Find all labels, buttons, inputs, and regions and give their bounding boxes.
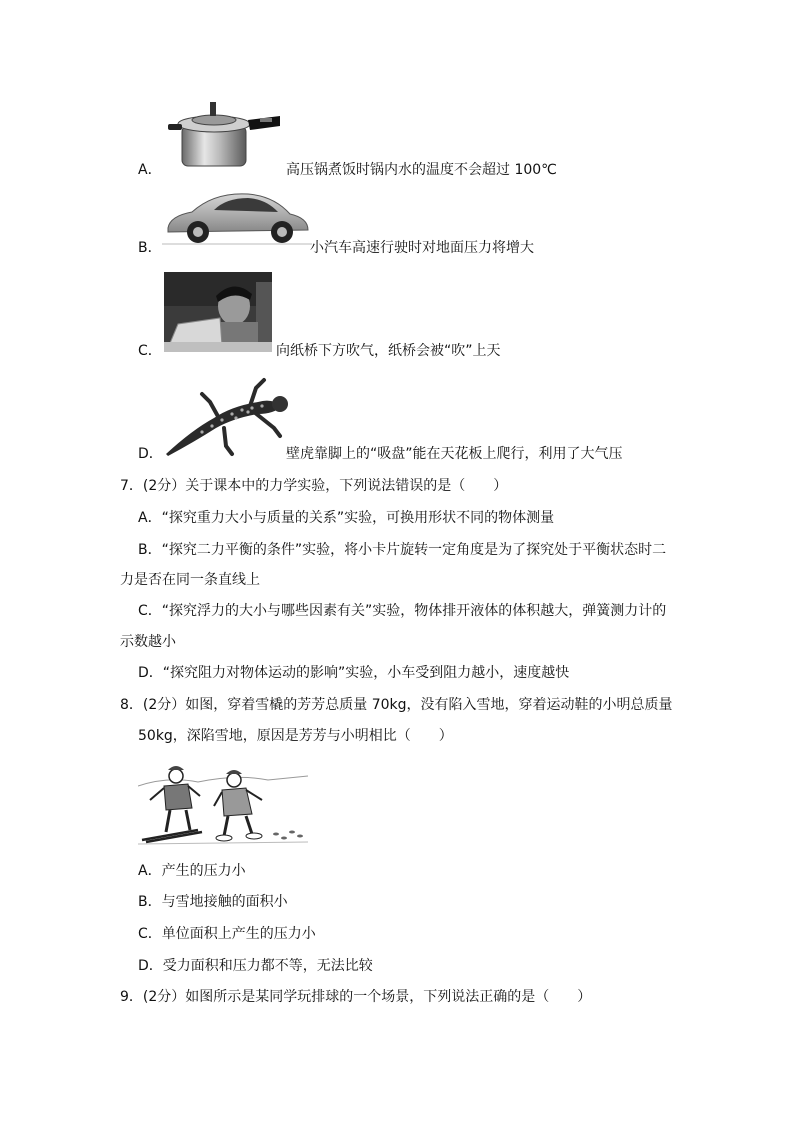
gecko-image [162,372,292,458]
q6-option-a-text: 高压锅煮饭时锅内水的温度不会超过 100℃ [286,162,557,178]
q6-option-d-letter: D． [138,446,163,462]
q7-option-c-line2: 示数越小 [120,634,176,650]
q7-stem: 7．(2分）关于课本中的力学实验，下列说法错误的是（ ） [120,478,508,494]
q6-option-b-letter: B． [138,240,162,256]
q8-option-d: D．受力面积和压力都不等，无法比较 [138,958,373,974]
q8-option-c: C．单位面积上产生的压力小 [138,926,316,942]
q6-option-b-text: 小汽车高速行驶时对地面压力将增大 [310,240,534,256]
q6-option-c-text: 向纸桥下方吹气，纸桥会被“吹”上天 [276,343,501,359]
car-image [162,188,312,246]
q7-option-d: D．“探究阻力对物体运动的影响”实验，小车受到阻力越小，速度越快 [138,665,570,681]
q6-option-a-letter: A． [138,162,162,178]
q6-option-c-letter: C． [138,343,162,359]
skier-and-walker-in-snow-image [138,760,308,846]
q7-option-c-line1: C．“探究浮力的大小与哪些因素有关”实验，物体排开液体的体积越大，弹簧测力计的 [138,603,667,619]
q8-option-a: A．产生的压力小 [138,863,246,879]
q7-option-b-line2: 力是否在同一条直线上 [120,572,260,588]
q8-stem-line2: 50kg，深陷雪地，原因是芳芳与小明相比（ ） [138,728,453,744]
q8-stem-line1: 8．(2分）如图，穿着雪橇的芳芳总质量 70kg，没有陷入雪地，穿着运动鞋的小明总质量 [120,697,673,713]
q7-option-b-line1: B．“探究二力平衡的条件”实验，将小卡片旋转一定角度是为了探究处于平衡状态时二 [138,542,667,558]
q6-option-d-text: 壁虎靠脚上的“吸盘”能在天花板上爬行，利用了大气压 [286,446,623,462]
q8-option-b: B．与雪地接触的面积小 [138,894,288,910]
q9-stem: 9．(2分）如图所示是某同学玩排球的一个场景，下列说法正确的是（ ） [120,989,592,1005]
q7-option-a: A．“探究重力大小与质量的关系”实验，可换用形状不同的物体测量 [138,510,555,526]
pressure-cooker-image [164,98,284,170]
boy-blowing-paper-bridge-image [164,272,272,352]
